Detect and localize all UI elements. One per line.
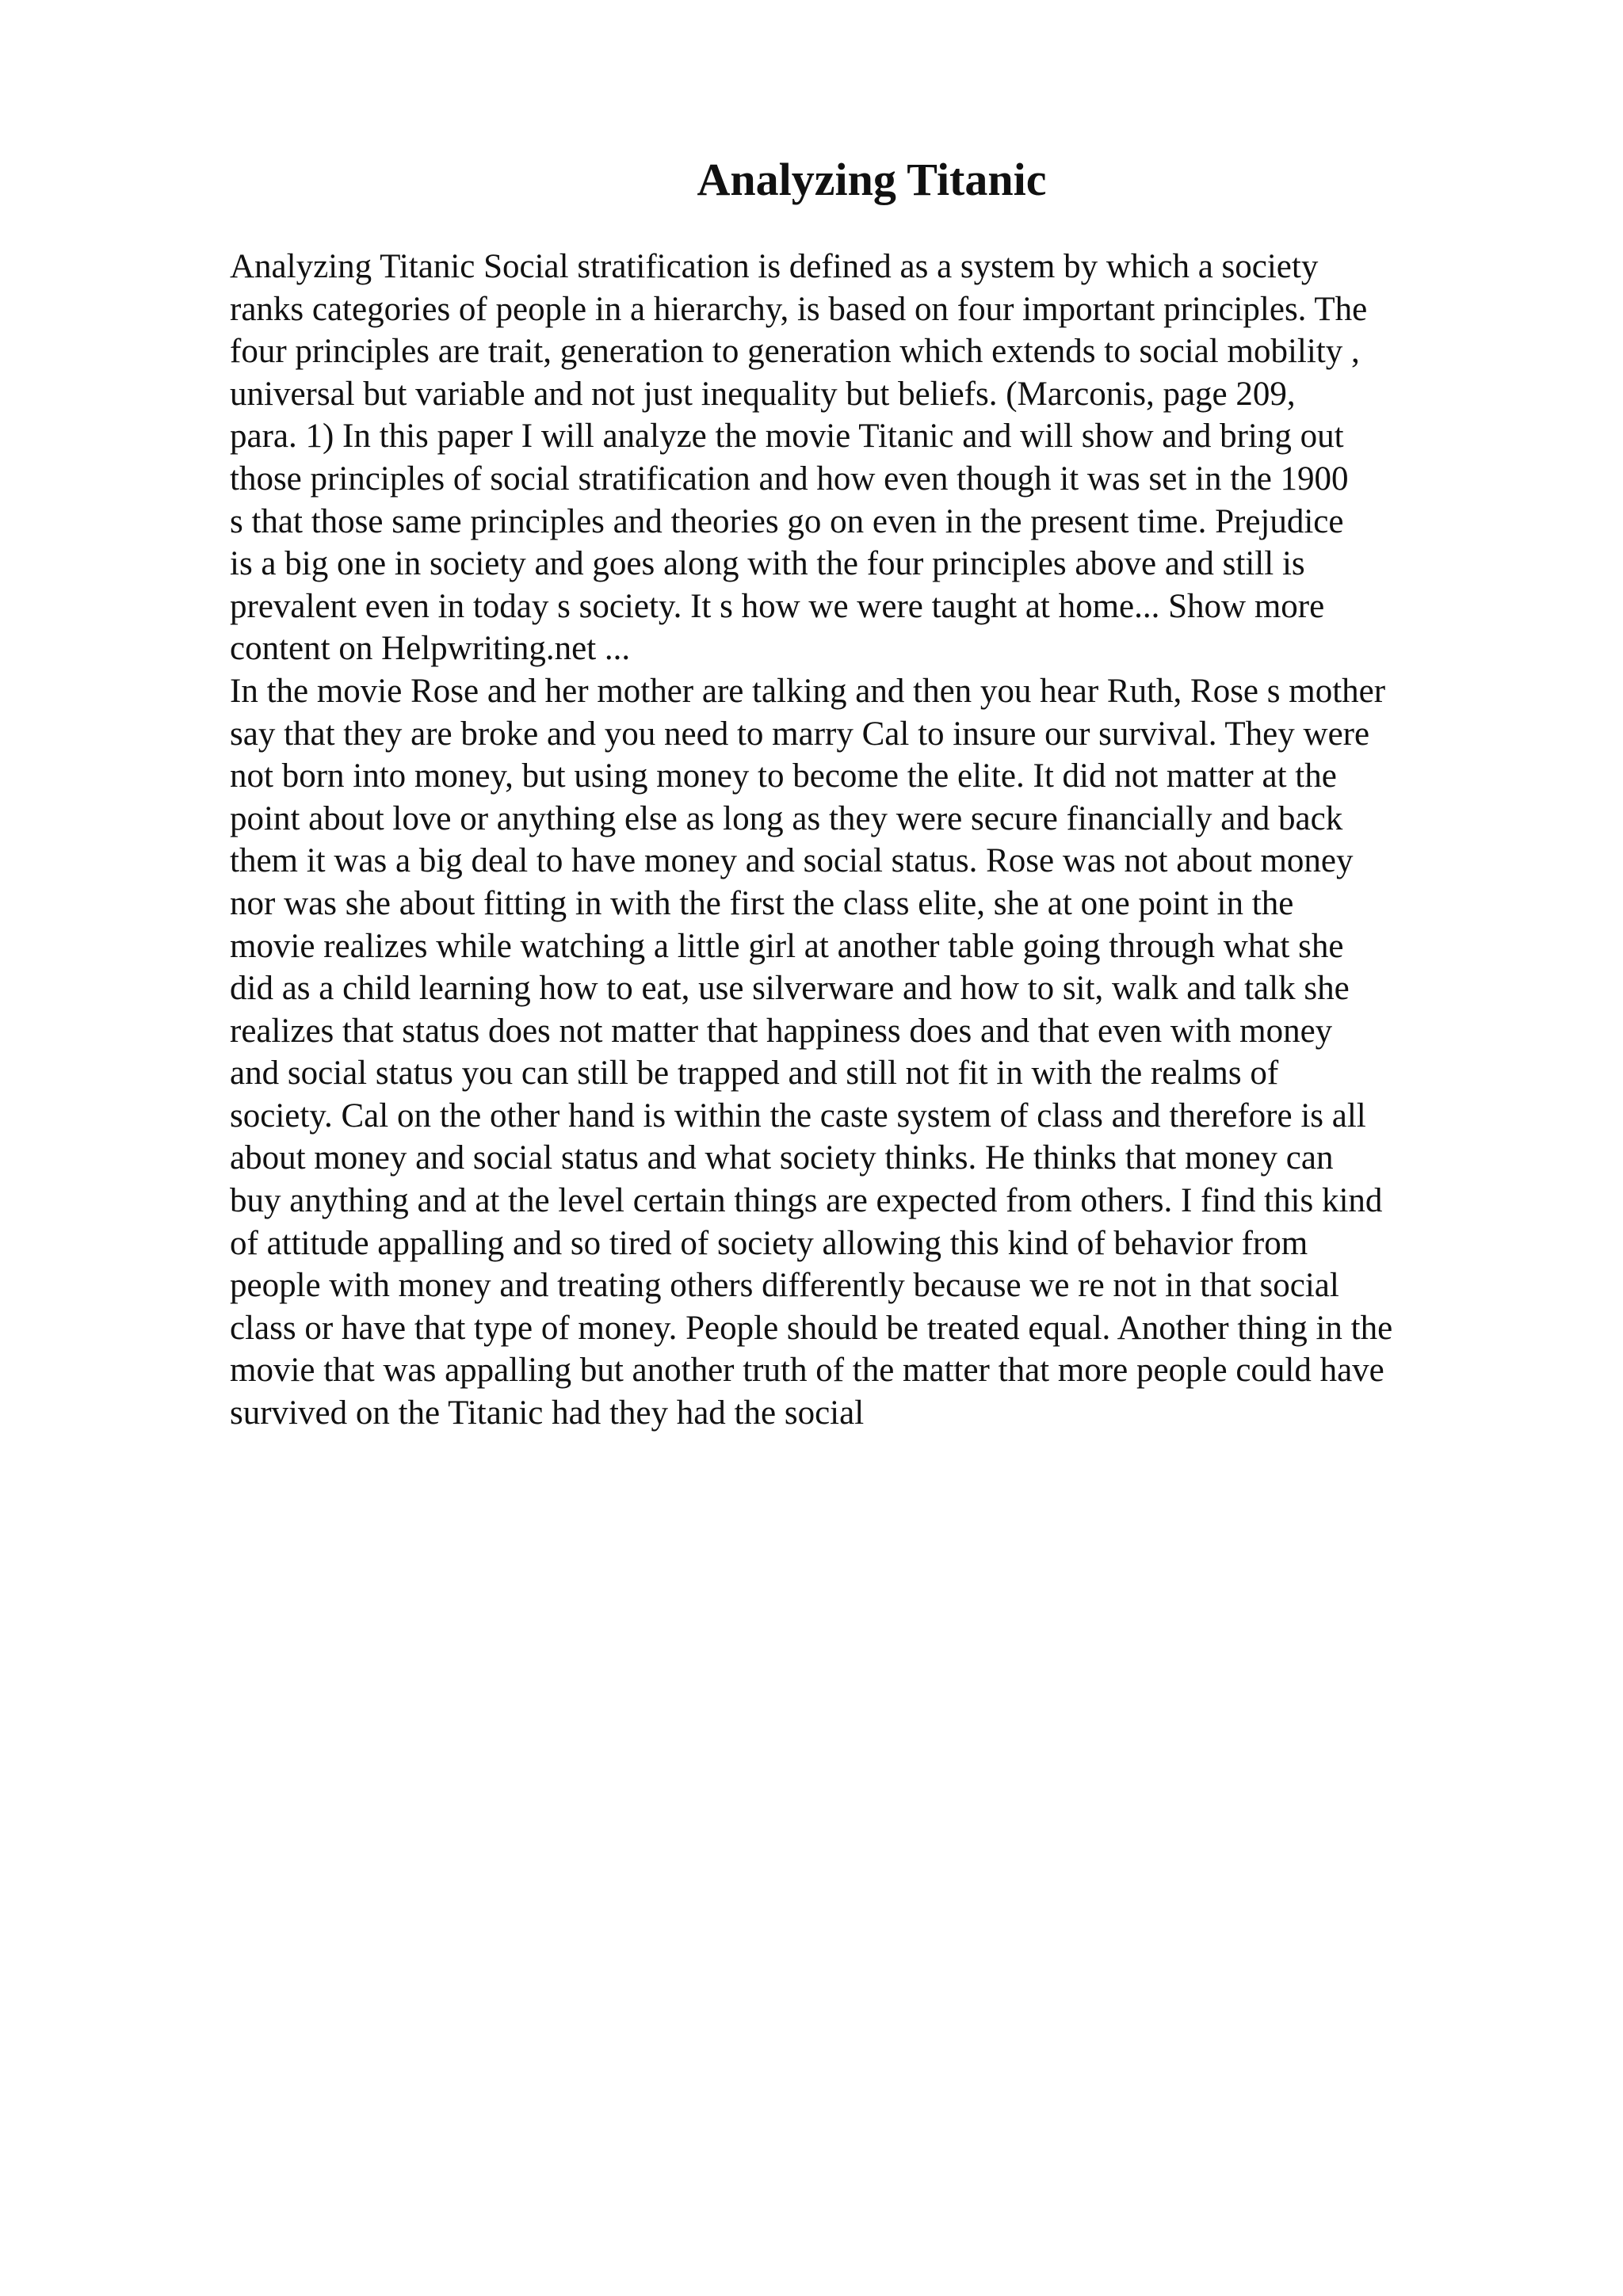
- text-line: universal but variable and not just inequality but beliefs. (Marconis, page 209,: [230, 375, 1296, 413]
- text-line: not born into money, but using money to become the elite. It did not matter at the: [230, 757, 1337, 795]
- text-line: and social status you can still be trapped and still not fit in with the realms of: [230, 1055, 1279, 1093]
- text-line: four principles are trait, generation to generation which extends to social mobility ,: [230, 333, 1360, 371]
- text-line: say that they are broke and you need to marry Cal to insure our survival. They were: [230, 715, 1370, 753]
- paragraph-1: [230, 246, 1498, 670]
- text-line: nor was she about fitting in with the first the class elite, she at one point in the: [230, 884, 1294, 922]
- text-line: class or have that type of money. People should be treated equal. Another thing in the: [230, 1309, 1393, 1347]
- text-line: Analyzing Titanic Social stratification is defined as a system by which a society: [230, 248, 1319, 285]
- text-line: prevalent even in today s society. It s how we were taught at home... Show more: [230, 587, 1325, 625]
- text-line: movie realizes while watching a little girl at another table going through what she: [230, 927, 1344, 965]
- text-line: people with money and treating others differently because we re not in that social: [230, 1267, 1339, 1305]
- text-line: survived on the Titanic had they had the social: [230, 1394, 865, 1432]
- text-line: society. Cal on the other hand is within the caste system of class and therefore is all: [230, 1097, 1366, 1135]
- text-line: buy anything and at the level certain things are expected from others. I find this kind: [230, 1182, 1383, 1220]
- document-title: Analyzing Titanic: [697, 154, 1047, 205]
- text-line: movie that was appalling but another truth of the matter that more people could have: [230, 1352, 1384, 1390]
- text-line: them it was a big deal to have money and social status. Rose was not about money: [230, 842, 1354, 880]
- text-line: point about love or anything else as long as they were secure financially and back: [230, 799, 1343, 837]
- text-line: those principles of social stratification and how even though it was set in the 1900: [230, 460, 1349, 498]
- paragraph-2: [230, 670, 1498, 1435]
- text-line: realizes that status does not matter that happiness does and that even with money: [230, 1012, 1333, 1050]
- text-line: content on Helpwriting.net ...: [230, 630, 631, 668]
- document-body: [230, 246, 1498, 1435]
- text-line: did as a child learning how to eat, use silverware and how to sit, walk and talk she: [230, 970, 1350, 1008]
- text-line: In the movie Rose and her mother are talking and then you hear Ruth, Rose s mother: [230, 672, 1386, 710]
- text-line: of attitude appalling and so tired of society allowing this kind of behavior from: [230, 1224, 1308, 1262]
- text-line: about money and social status and what society thinks. He thinks that money can: [230, 1139, 1334, 1177]
- text-line: ranks categories of people in a hierarchy, is based on four important principles. The: [230, 290, 1368, 328]
- text-line: s that those same principles and theories go on even in the present time. Prejudice: [230, 502, 1344, 540]
- text-line: is a big one in society and goes along with the four principles above and still is: [230, 545, 1305, 583]
- text-line: para. 1) In this paper I will analyze the movie Titanic and will show and bring out: [230, 418, 1344, 456]
